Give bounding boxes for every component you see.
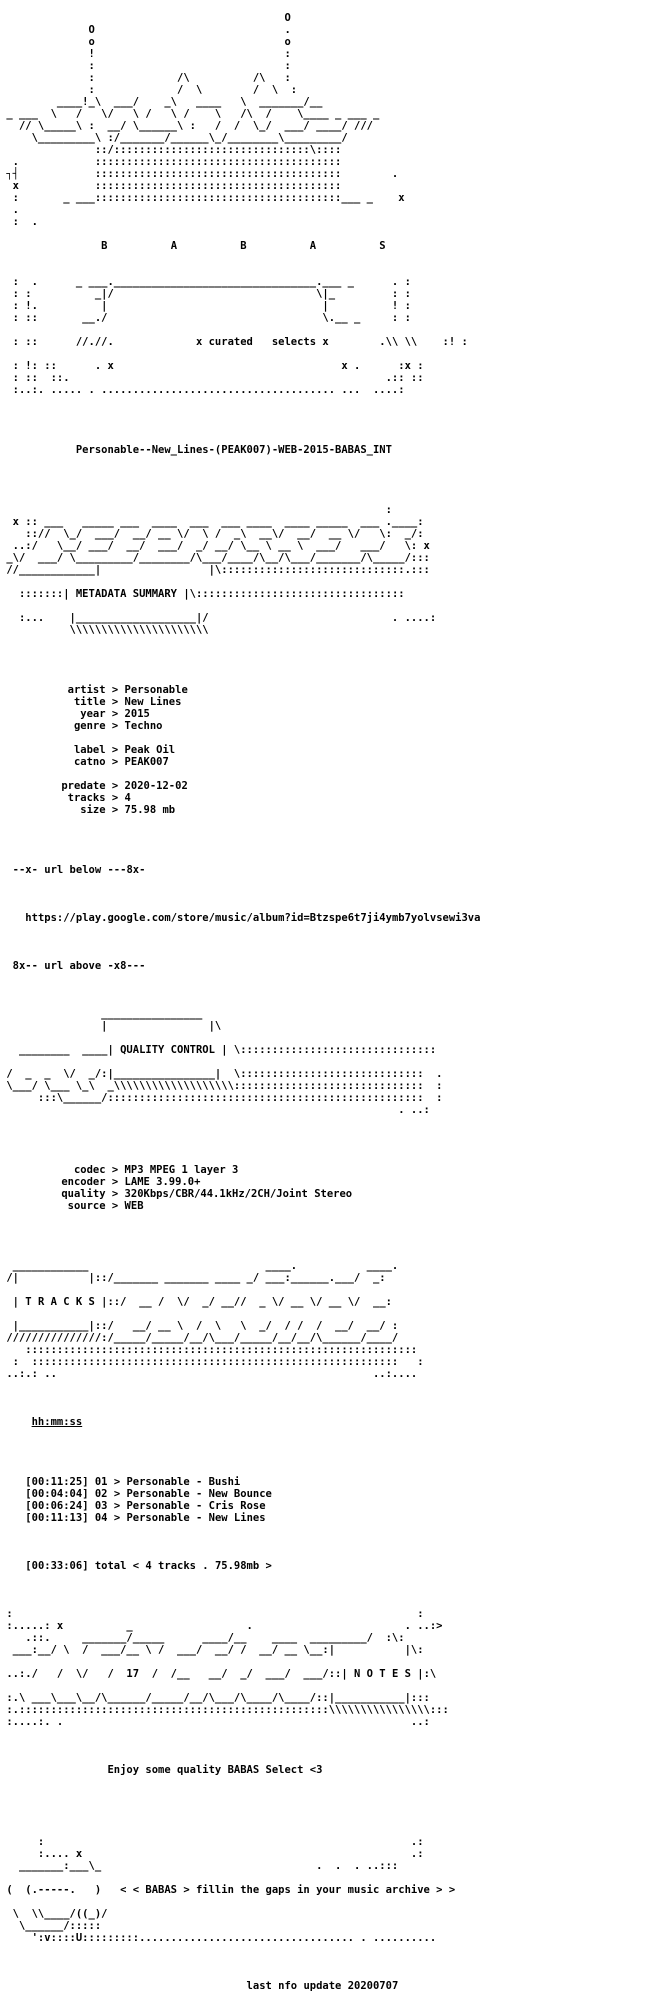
footer-update: last nfo update 20200707 xyxy=(246,1980,399,1992)
tracks-list xyxy=(0,1476,648,1524)
quality-value: MP3 MPEG 1 layer 3 xyxy=(124,1164,239,1176)
track-time: [00:11:13] xyxy=(25,1512,89,1524)
metadata-art: : x :: ___ _____ ___ ____ ___ ___ ____ ____ _____ ___ .____: ::// \_/ ___/ __/ __ \/ \ / _\ __\/ __/ __ \/ \: _/: ..:/ \__/ ___/ __/ ___/ _/ __/ \__ \ __ \ ___/ ___/ \: x _\/ ___/ \_________/________/\___/____/\__/\___/_______/\_____/::: //____________| |\:::::::::::::::::::::::::::::.::: xyxy=(6,504,430,576)
time-format-line xyxy=(0,1416,648,1428)
footer-art-bottom: \ \\____/((_)/ \______/::::: ':v::::U:::::::::.................................. . .......... xyxy=(12,1908,437,1944)
quality-title-line: ________ ____| QUALITY CONTROL | \::::::::::::::::::::::::::::::: xyxy=(0,1044,437,1056)
metadata-section-title: METADATA SUMMARY xyxy=(75,588,178,600)
release-name: Personable--New_Lines-(PEAK007)-WEB-2015-BABAS_INT xyxy=(75,444,392,456)
url-below-line xyxy=(0,864,648,876)
quality-row: source > WEB xyxy=(0,1200,648,1212)
metadata-key: tracks xyxy=(67,792,106,804)
metadata-row: year > 2015 xyxy=(0,708,648,720)
metadata-key: title xyxy=(73,696,106,708)
quality-key: codec xyxy=(73,1164,106,1176)
track-row: [00:04:04] 02 > Personable - New Bounce xyxy=(25,1488,272,1500)
metadata-value: Personable xyxy=(124,684,188,696)
track-name: Personable - Cris Rose xyxy=(126,1500,266,1512)
metadata-value: 2020-12-02 xyxy=(124,780,188,792)
metadata-row: catno > PEAK007 xyxy=(0,756,648,768)
track-time: [00:06:24] xyxy=(25,1500,89,1512)
metadata-key: catno xyxy=(73,756,106,768)
metadata-key: year xyxy=(80,708,106,720)
url-line xyxy=(0,912,648,924)
track-name: Personable - New Lines xyxy=(126,1512,266,1524)
header-curated: : :: //.//. x curated selects x .\\ \\ :! : xyxy=(0,336,468,348)
footer-art-top: : .: :.... x .: _______:___\_ . . . ..::: xyxy=(18,1836,424,1872)
notes-art-top: : : :.....: x _ . . ..:> .::. _______/_____ ____/__ ____ _________/ :\: ___:__/ \ / ___/__ \ / ___/ __/ / __/ __ \__:| |\: xyxy=(6,1608,443,1656)
header-letters-text: B A B A S xyxy=(101,240,386,252)
track-time: [00:11:25] xyxy=(25,1476,89,1488)
metadata-title-line: :::::::| METADATA SUMMARY |\::::::::::::::::::::::::::::::::: xyxy=(0,588,405,600)
header-art: O O . o o ! : : : : /\ /\ : : / \ / \ : ____!_\ ___/ _\ ____ \ _______/__ _ ___ \ / \/ \ / \ / \ /\ / \____ _ ___ _ // \_____\ : __/ \______\ : / / \_/ ___/ ____/ /// \_________\ :/_______/______\_/________\_________/ ::/:::::::::::::::::::::::::::::::\:::: . ::::::::::::::::::::::::::::::::::::::: ┐┤ ::::::::::::::::::::::::::::::::::::::: . x ::::::::::::::::::::::::::::::::::::::: : _ ___:::::::::::::::::::::::::::::::::::::::___ _ x . : . xyxy=(6,12,405,228)
quality-section-title: QUALITY CONTROL xyxy=(120,1044,215,1056)
release-name-line xyxy=(0,444,648,456)
metadata-row: tracks > 4 xyxy=(0,792,648,804)
quality-art-bottom: / _ _ \/ _/:|________________| \::::::::::::::::::::::::::::: . \___/ \___ \_\ _\\\\\\\\\\\\\\\\\\\:::::::::::::::::::::::::::::: : :::\______/:::::::::::::::::::::::::::::::::::::::::::::::::: : . ..: xyxy=(6,1068,443,1116)
notes-art-bottom: :.\ ___\___\__/\______/_____/__/\___/\____/\____/::|___________|::: :.:::::::::::::::::::::::::::::::::::::::::::::::::\\\\\\\\\\\\\\\\::: :....:. . ..: xyxy=(6,1692,449,1728)
header-bottom: : !: :: . x x . :x : : :: ::. .:: :: :..:. ..... . ..................................... ... ....: xyxy=(12,360,424,396)
quality-key: source xyxy=(67,1200,106,1212)
metadata-value: PEAK007 xyxy=(124,756,169,768)
metadata-value: 4 xyxy=(124,792,131,804)
footer-tagline: < < BABAS > fillin the gaps in your music archive > > xyxy=(120,1884,456,1896)
footer-tagline-line: ( (.-----. ) < < BABAS > fillin the gaps in your music archive > > xyxy=(0,1884,456,1896)
quality-row: quality > 320Kbps/CBR/44.1kHz/2CH/Joint Stereo xyxy=(0,1188,648,1200)
tracks-art-top: ____________ ____. ____. /| |::/_______ _______ ____ _/ ___:______.___/ _: xyxy=(6,1260,399,1284)
album-url-link[interactable]: https://play.google.com/store/music/album?id=Btzspe6t7ji4ymb7yolvsewi3va xyxy=(25,912,481,924)
metadata-key: label xyxy=(73,744,106,756)
tracks-section-title: T R A C K S xyxy=(25,1296,95,1308)
track-name: Personable - New Bounce xyxy=(126,1488,272,1500)
metadata-row: label > Peak Oil xyxy=(0,744,648,756)
quality-value: 320Kbps/CBR/44.1kHz/2CH/Joint Stereo xyxy=(124,1188,353,1200)
notes-text-line xyxy=(0,1764,648,1776)
track-name: Personable - Bushi xyxy=(126,1476,241,1488)
tracks-art-bottom: |___________|::/ __/ __ \ / \ \ _/ / / / __/ __/ : ///////////////:/_____/_____/__/\___/_____/__/__/\______/____/ :::::::::::::::::::::::::::::::::::::::::::::::::::::::::::::: : :::::::::::::::::::::::::::::::::::::::::::::::::::::::::: : ..:.: .. ..:.... xyxy=(6,1320,424,1380)
header-letters xyxy=(0,240,648,264)
curated-text: x curated selects x xyxy=(195,336,329,348)
metadata-row: artist > Personable xyxy=(0,684,648,696)
track-time: [00:04:04] xyxy=(25,1488,89,1500)
quality-list xyxy=(0,1164,648,1212)
time-format: hh:mm:ss xyxy=(31,1416,83,1428)
url-above: 8x-- url above -x8--- xyxy=(12,960,146,972)
track-row: [00:11:13] 04 > Personable - New Lines xyxy=(25,1512,266,1524)
metadata-key: artist xyxy=(67,684,106,696)
metadata-list xyxy=(0,684,648,816)
quality-row: codec > MP3 MPEG 1 layer 3 xyxy=(0,1164,648,1176)
quality-key: quality xyxy=(61,1188,106,1200)
metadata-value: New Lines xyxy=(124,696,182,708)
metadata-key: predate xyxy=(61,780,106,792)
metadata-value: 2015 xyxy=(124,708,150,720)
metadata-row: size > 75.98 mb xyxy=(0,804,648,816)
quality-value: LAME 3.99.0+ xyxy=(124,1176,201,1188)
header-frame: : . _ ___.________________________________.___ _ . : : : _|/ \|_ : : : !. | | ! : : :: __./ \.__ _ : : xyxy=(12,276,411,324)
metadata-row: title > New Lines xyxy=(0,696,648,708)
metadata-row: predate > 2020-12-02 xyxy=(0,780,648,792)
notes-title-line: ..:./ / \/ / 17 / /__ __/ _/ ___/ ___/::| N O T E S |:\ xyxy=(0,1668,437,1680)
notes-section-title: N O T E S xyxy=(354,1668,411,1680)
track-number: 02 xyxy=(94,1488,108,1500)
track-row: [00:06:24] 03 > Personable - Cris Rose xyxy=(25,1500,266,1512)
metadata-row: genre > Techno xyxy=(0,720,648,732)
quality-key: encoder xyxy=(61,1176,106,1188)
metadata-value: Peak Oil xyxy=(124,744,176,756)
metadata-value: Techno xyxy=(124,720,163,732)
metadata-key: size xyxy=(80,804,106,816)
footer-update-line xyxy=(0,1980,648,1992)
quality-art-top: ________________ | |\ xyxy=(101,1008,222,1032)
metadata-value: 75.98 mb xyxy=(124,804,176,816)
track-number: 03 xyxy=(94,1500,108,1512)
tracks-total-line xyxy=(0,1560,648,1572)
metadata-key: genre xyxy=(73,720,106,732)
notes-text: Enjoy some quality BABAS Select <3 xyxy=(107,1764,323,1776)
track-row: [00:11:25] 01 > Personable - Bushi xyxy=(25,1476,241,1488)
tracks-total: [00:33:06] total < 4 tracks . 75.98mb > xyxy=(25,1560,272,1572)
metadata-title-bottom: :... |___________________|/ . ....: \\\\\\\\\\\\\\\\\\\\\\ xyxy=(18,612,437,636)
quality-value: WEB xyxy=(124,1200,144,1212)
quality-row: encoder > LAME 3.99.0+ xyxy=(0,1176,648,1188)
tracks-title-line: | T R A C K S |::/ __ / \/ _/ __// _ \/ __ \/ __ \/ __: xyxy=(0,1296,392,1308)
track-number: 01 xyxy=(94,1476,108,1488)
url-below: --x- url below ---8x- xyxy=(12,864,146,876)
track-number: 04 xyxy=(94,1512,108,1524)
url-above-line xyxy=(0,960,648,972)
